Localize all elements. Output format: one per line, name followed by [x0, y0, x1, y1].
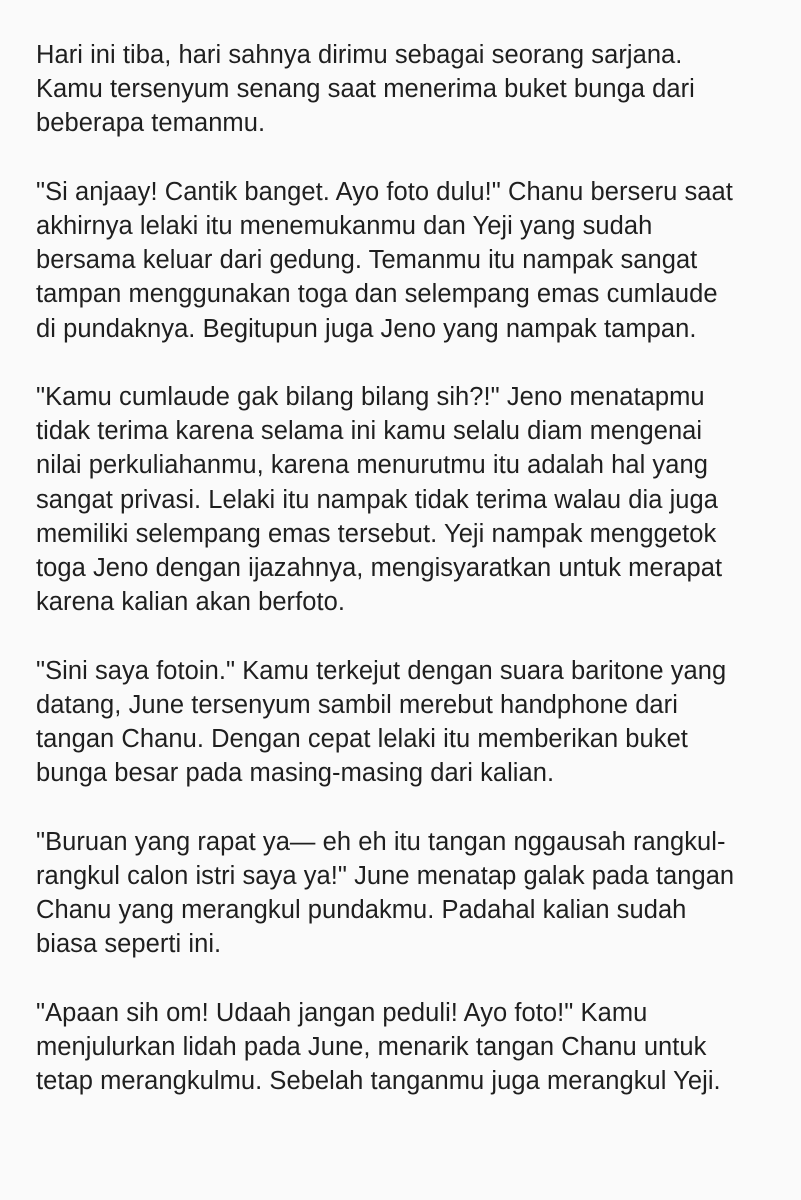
text-line: menjulurkan lidah pada June, menarik tangan Chanu untuk [36, 1032, 707, 1061]
text-line: tetap merangkulmu. Sebelah tanganmu juga merangkul Yeji. [36, 1067, 721, 1096]
paragraph [36, 825, 765, 962]
text-line: akhirnya lelaki itu menemukanmu dan Yeji yang sudah [36, 212, 653, 240]
text-line: tangan Chanu. Dengan cepat lelaki itu memberikan buket [36, 725, 688, 754]
paragraph [36, 654, 765, 791]
paragraph [36, 380, 765, 619]
text-line: biasa seperti ini. [36, 930, 222, 959]
text-line: nilai perkuliahanmu, karena menurutmu itu adalah hal yang [36, 451, 708, 480]
text-line: beberapa temanmu. [36, 109, 266, 138]
text-line: "Si anjaay! Cantik banget. Ayo foto dulu!" Chanu berseru saat [36, 177, 733, 206]
text-line: Chanu yang merangkul pundakmu. Padahal kalian sudah [36, 896, 687, 925]
text-line: tidak terima karena selama ini kamu selalu diam mengenai [36, 417, 703, 446]
paragraph [36, 996, 765, 1099]
text-line: Hari ini tiba, hari sahnya dirimu sebagai seorang sarjana. [36, 41, 683, 69]
text-line: di pundaknya. Begitupun juga Jeno yang nampak tampan. [36, 314, 697, 343]
text-line: datang, June tersenyum sambil merebut handphone dari [36, 690, 678, 719]
paragraph-gap [36, 141, 765, 175]
text-line: bersama keluar dari gedung. Temanmu itu nampak sangat [36, 246, 698, 275]
paragraph [36, 175, 765, 346]
paragraph-gap [36, 790, 765, 824]
text-line: karena kalian akan berfoto. [36, 588, 345, 617]
paragraph-gap [36, 619, 765, 653]
text-line: "Sini saya fotoin." Kamu terkejut dengan suara baritone yang [36, 656, 727, 685]
text-line: "Apaan sih om! Udaah jangan peduli! Ayo foto!" Kamu [36, 998, 648, 1027]
paragraph [36, 38, 765, 141]
text-line: Kamu tersenyum senang saat menerima buket bunga dari [36, 75, 695, 104]
text-line: sangat privasi. Lelaki itu nampak tidak terima walau dia juga [36, 485, 718, 514]
paragraph-gap [36, 346, 765, 380]
text-line: toga Jeno dengan ijazahnya, mengisyaratkan untuk merapat [36, 554, 723, 583]
text-line: "Kamu cumlaude gak bilang bilang sih?!" Jeno menatapmu [36, 383, 705, 411]
text-line: rangkul calon istri saya ya!" June menatap galak pada tangan [36, 861, 735, 890]
text-line: bunga besar pada masing-masing dari kalian. [36, 759, 555, 788]
text-line: "Buruan yang rapat ya— eh eh itu tangan nggausah rangkul- [36, 827, 726, 856]
paragraph-gap [36, 961, 765, 995]
text-line: tampan menggunakan toga dan selempang emas cumlaude [36, 280, 718, 309]
text-line: memiliki selempang emas tersebut. Yeji nampak menggetok [36, 519, 717, 548]
